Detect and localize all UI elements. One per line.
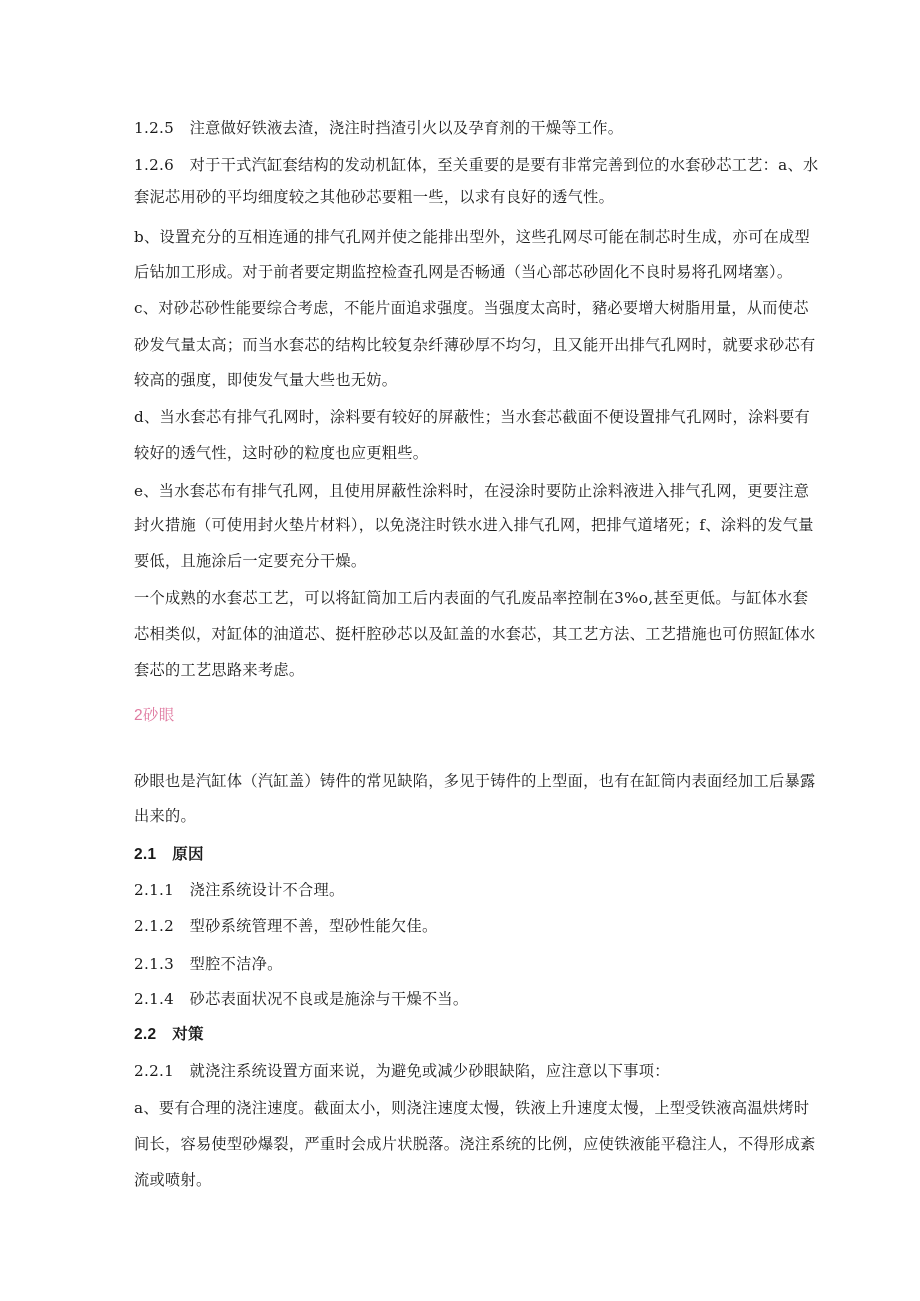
para-e-line2: 封火措施（可使用封火垫片材料），以免浇注时铁水进入排气孔网，把排气道堵死；f、涂料的发气量 — [134, 516, 814, 534]
para-sand-hole-line2: 出来的。 — [134, 807, 196, 825]
para-e-line3: 要低，且施涂后一定要充分干燥。 — [134, 552, 367, 570]
item-2-1-3: 2.1.3 型腔不洁净。 — [134, 955, 283, 973]
para-c-line1: c、对砂芯砂性能要综合考虑，不能片面追求强度。当强度太高时，豬必要增大树脂用量，从而使芯 — [134, 299, 809, 317]
item-2-1-1: 2.1.1 浇注系统设计不合理。 — [134, 881, 345, 899]
para-a-line1: a、要有合理的浇注速度。截面太小，则浇注速度太慢，铁液上升速度太慢，上型受铁液高温烘烤时 — [134, 1099, 810, 1117]
para-1-2-5: 1.2.5 注意做好铁液去渣，浇注时挡渣引火以及孕育剂的干燥等工作。 — [134, 119, 624, 137]
para-d-line1: d、当水套芯有排气孔网时，涂料要有较好的屏蔽性；当水套芯截面不便设置排气孔网时，涂料要有 — [134, 408, 810, 426]
para-sand-hole-line1: 砂眼也是汽缸体（汽缸盖）铸件的常见缺陷，多见于铸件的上型面，也有在缸筒内表面经加工后暴露 — [134, 772, 816, 790]
section-heading-sand-holes: 2砂眼 — [134, 707, 175, 724]
para-b-line1: b、设置充分的互相连通的排气孔网并使之能排出型外，这些孔网尽可能在制芯时生成，亦可在成型 — [134, 228, 810, 246]
para-summary-line1: 一个成熟的水套芯工艺，可以将缸筒加工后内表面的气孔废品率控制在3%o,甚至更低。与缸体水套 — [134, 589, 809, 607]
item-2-1-4: 2.1.4 砂芯表面状况不良或是施涂与干燥不当。 — [134, 990, 469, 1008]
subheading-2-1: 2.1 原因 — [134, 846, 204, 863]
para-a-line2: 间长，容易使型砂爆裂，严重时会成片状脱落。浇注系统的比例，应使铁液能平稳注人，不得形成紊 — [134, 1135, 816, 1153]
para-c-line3: 较高的强度，即使发气量大些也无妨。 — [134, 371, 398, 389]
para-1-2-6-line2: 套泥芯用砂的平均细度较之其他砂芯要粗一些，以求有良好的透气性。 — [134, 188, 615, 206]
para-summary-line3: 套芯的工艺思路来考虑。 — [134, 661, 305, 679]
para-b-line2: 后钻加工形成。对于前者要定期监控检查孔网是否畅通（当心部芯砂固化不良时易将孔网堵塞）。 — [134, 263, 793, 281]
para-summary-line2: 芯相类似，对缸体的油道芯、挺杆腔砂芯以及缸盖的水套芯，其工艺方法、工艺措施也可仿照缸体水 — [134, 625, 816, 643]
para-c-line2: 砂发气量太高；而当水套芯的结构比较复杂纤薄砂厚不均匀，且又能开出排气孔网时，就要求砂芯有 — [134, 336, 816, 354]
subheading-2-2: 2.2 对策 — [134, 1026, 204, 1043]
para-1-2-6-line1: 1.2.6 对于干式汽缸套结构的发动机缸体，至关重要的是要有非常完善到位的水套砂芯工艺：a、水 — [134, 156, 819, 174]
item-2-1-2: 2.1.2 型砂系统管理不善，型砂性能欠佳。 — [134, 917, 438, 935]
item-2-2-1: 2.2.1 就浇注系统设置方面来说，为避免或减少砂眼缺陷，应注意以下事项： — [134, 1062, 670, 1080]
para-a-line3: 流或喷射。 — [134, 1171, 212, 1189]
para-d-line2: 较好的透气性，这时砂的粒度也应更粗些。 — [134, 444, 429, 462]
para-e-line1: e、当水套芯布有排气孔网，且使用屏蔽性涂料时，在浸涂时要防止涂料液进入排气孔网，更要注意 — [134, 482, 810, 500]
